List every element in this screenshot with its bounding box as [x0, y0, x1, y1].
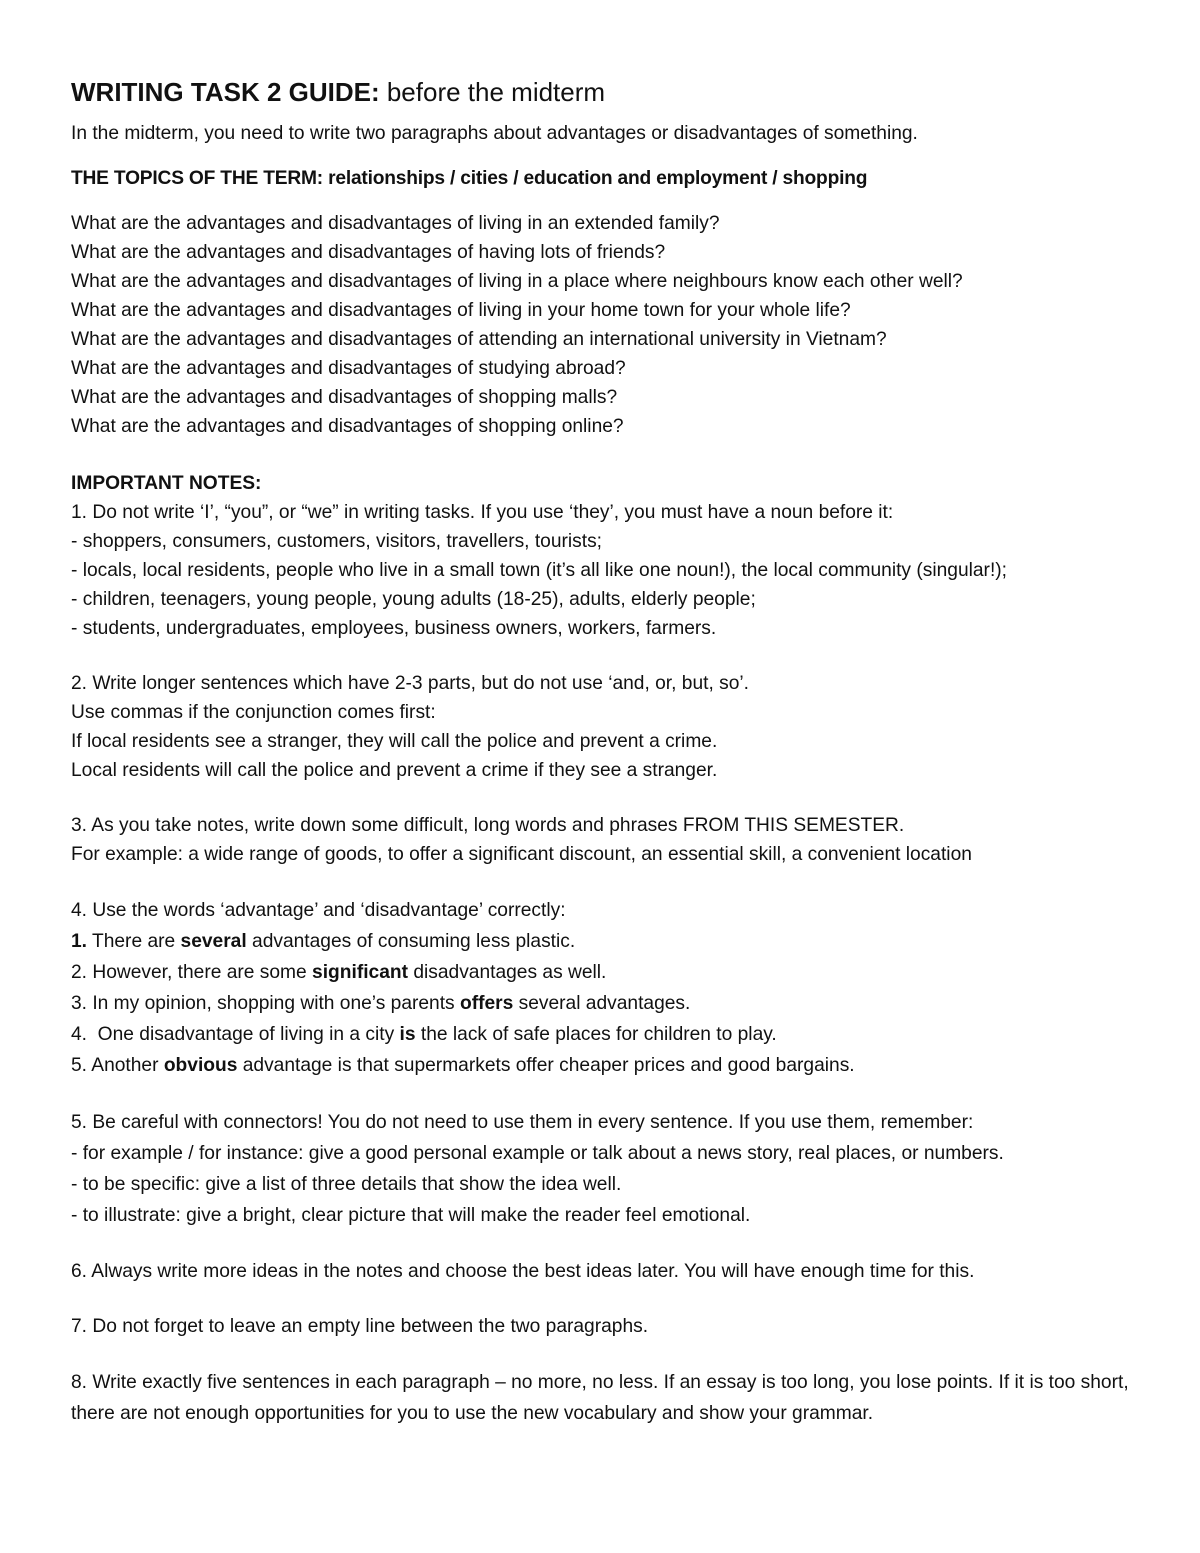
example-text: disadvantages as well.	[408, 962, 607, 983]
note-line: Use commas if the conjunction comes first:	[71, 702, 436, 723]
note-1	[71, 498, 1146, 643]
example-text: advantage is that supermarkets offer cheaper prices and good bargains.	[237, 1055, 855, 1076]
question-item: What are the advantages and disadvantages of living in a place where neighbours know each other well?	[71, 271, 963, 292]
note-line: - to illustrate: give a bright, clear picture that will make the reader feel emotional.	[71, 1205, 751, 1226]
example-text: several advantages.	[513, 993, 691, 1014]
emphasis-word: offers	[459, 993, 514, 1014]
note-line: - children, teenagers, young people, young adults (18-25), adults, elderly people;	[71, 589, 756, 610]
notes-heading: IMPORTANT NOTES:	[71, 473, 262, 494]
example-sentence	[71, 988, 1146, 1019]
example-sentence	[71, 926, 1146, 957]
example-text: One disadvantage of living in a city	[87, 1024, 400, 1045]
example-number: 5.	[71, 1055, 88, 1076]
note-6: 6. Always write more ideas in the notes and choose the best ideas later. You will have enough time for this.	[71, 1261, 975, 1282]
intro-paragraph: In the midterm, you need to write two paragraphs about advantages or disadvantages of something.	[71, 123, 918, 144]
example-text: However, there are some	[87, 962, 313, 983]
doc-title: WRITING TASK 2 GUIDE: before the midterm	[71, 77, 606, 107]
emphasis-word: several	[180, 931, 247, 952]
note-line: 4. Use the words ‘advantage’ and ‘disadvantage’ correctly:	[71, 900, 566, 921]
example-sentence	[71, 957, 1146, 988]
example-number: 4.	[71, 1024, 88, 1045]
note-line: 2. Write longer sentences which have 2-3 parts, but do not use ‘and, or, but, so’.	[71, 673, 749, 694]
note-line: - students, undergraduates, employees, business owners, workers, farmers.	[71, 618, 717, 639]
question-item: What are the advantages and disadvantages of studying abroad?	[71, 358, 626, 379]
example-number: 2.	[71, 962, 88, 983]
topics-heading: THE TOPICS OF THE TERM: relationships / cities / education and employment / shopping	[71, 168, 868, 189]
example-number: 1.	[71, 931, 88, 952]
note-line: - for example / for instance: give a good personal example or talk about a news story, real places, or numbers.	[71, 1143, 1004, 1164]
example-text: There are	[87, 931, 181, 952]
note-line: - shoppers, consumers, customers, visitors, travellers, tourists;	[71, 531, 603, 552]
question-item: What are the advantages and disadvantages of living in an extended family?	[71, 213, 720, 234]
question-item: What are the advantages and disadvantages of having lots of friends?	[71, 242, 666, 263]
note-2	[71, 669, 1146, 785]
question-item: What are the advantages and disadvantages of living in your home town for your whole life?	[71, 300, 851, 321]
example-text: Another	[87, 1055, 164, 1076]
note-line: 5. Be careful with connectors! You do not need to use them in every sentence. If you use them, remember:	[71, 1112, 974, 1133]
note-7: 7. Do not forget to leave an empty line between the two paragraphs.	[71, 1316, 649, 1337]
emphasis-word: obvious	[163, 1055, 238, 1076]
question-item: What are the advantages and disadvantages of shopping malls?	[71, 387, 618, 408]
example-number: 3.	[71, 993, 88, 1014]
document-page	[71, 74, 1146, 1429]
question-item: What are the advantages and disadvantages of shopping online?	[71, 416, 624, 437]
note-line: 1. Do not write ‘I’, “you”, or “we” in writing tasks. If you use ‘they’, you must have a noun before it:	[71, 502, 894, 523]
note-line: - locals, local residents, people who live in a small town (it’s all like one noun!), the local community (singular!);	[71, 560, 1007, 581]
note-3	[71, 811, 1146, 869]
example-text: advantages of consuming less plastic.	[246, 931, 576, 952]
question-list	[71, 209, 1146, 441]
question-item: What are the advantages and disadvantages of attending an international university in Vietnam?	[71, 329, 887, 350]
note-5	[71, 1107, 1146, 1231]
example-text: In my opinion, shopping with one’s parents	[87, 993, 460, 1014]
note-8: 8. Write exactly five sentences in each paragraph – no more, no less. If an essay is too long, you lose points. If it is too short, there are not enough opportunities for you to use the new vocabulary and show your grammar.	[71, 1372, 1129, 1424]
example-sentence	[71, 1050, 1146, 1081]
note-line: For example: a wide range of goods, to offer a significant discount, an essential skill, a convenient location	[71, 844, 972, 865]
emphasis-word: is	[399, 1024, 416, 1045]
note-line: Local residents will call the police and prevent a crime if they see a stranger.	[71, 760, 718, 781]
example-text: the lack of safe places for children to play.	[415, 1024, 777, 1045]
note-4	[71, 895, 1146, 1081]
note-line: - to be specific: give a list of three details that show the idea well.	[71, 1174, 622, 1195]
emphasis-word: significant	[312, 962, 408, 983]
note-line: 3. As you take notes, write down some difficult, long words and phrases FROM THIS SEMESTER.	[71, 815, 905, 836]
example-sentence	[71, 1019, 1146, 1050]
note-line: If local residents see a stranger, they will call the police and prevent a crime.	[71, 731, 718, 752]
